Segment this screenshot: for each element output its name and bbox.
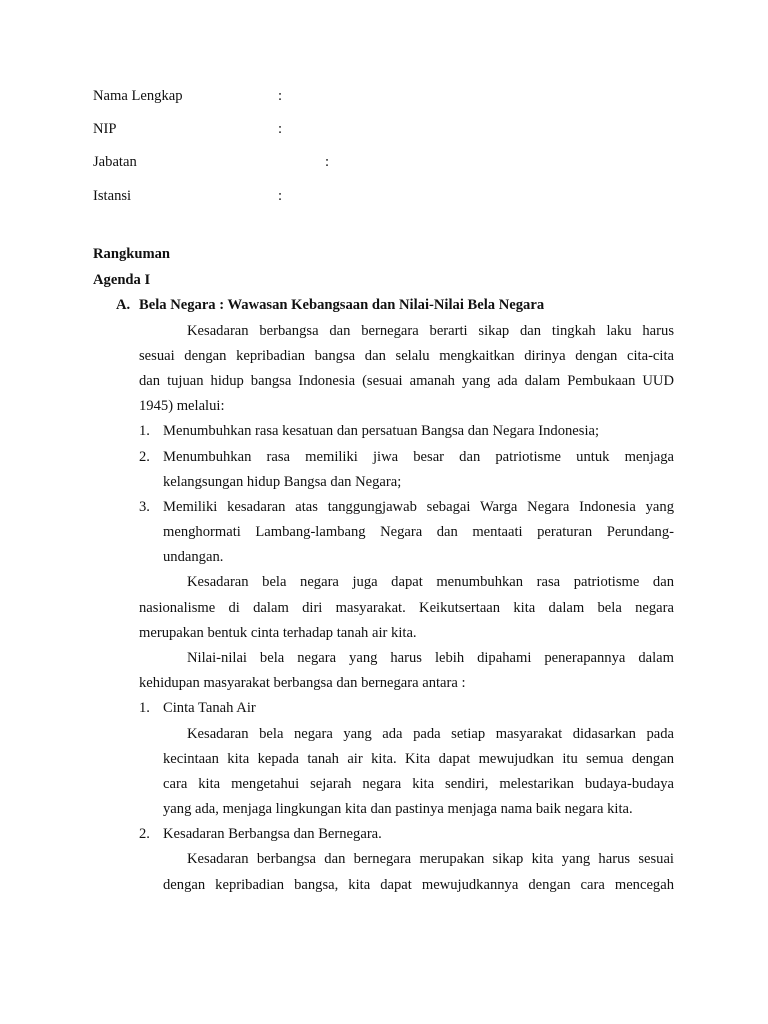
field-label-jabatan: Jabatan xyxy=(93,154,137,170)
paragraph-line: nasionalisme di dalam diri masyarakat. Keikutsertaan kita dalam bela negara xyxy=(139,600,674,616)
list-item-body-line: dengan kepribadian bangsa, kita dapat mewujudkannya dengan cara mencegah xyxy=(163,877,674,893)
agenda-title: Agenda I xyxy=(93,272,151,288)
field-colon-jabatan: : xyxy=(325,154,330,170)
field-colon-nip: : xyxy=(278,121,283,137)
list-item-body-line: Kesadaran berbangsa dan bernegara merupakan sikap kita yang harus sesuai xyxy=(187,851,674,867)
list-item: Menumbuhkan rasa memiliki jiwa besar dan patriotisme untuk menjaga xyxy=(163,449,674,465)
paragraph-line: Kesadaran bela negara juga dapat menumbuhkan rasa patriotisme dan xyxy=(187,574,674,590)
intro-line: Kesadaran berbangsa dan bernegara berarti sikap dan tingkah laku harus xyxy=(187,323,674,339)
summary-title: Rangkuman xyxy=(93,246,171,262)
list-item-body-line: yang ada, menjaga lingkungan kita dan pastinya menjaga nama baik negara kita. xyxy=(163,801,633,817)
list-item-body-line: Kesadaran bela negara yang ada pada setiap masyarakat didasarkan pada xyxy=(187,726,674,742)
paragraph-line: merupakan bentuk cinta terhadap tanah air kita. xyxy=(139,625,417,641)
list-item-body-line: kecintaan kita kepada tanah air kita. Kita dapat mewujudkan itu semua dengan xyxy=(163,751,674,767)
list-item-title: Cinta Tanah Air xyxy=(163,700,256,716)
list-item-title: Kesadaran Berbangsa dan Bernegara. xyxy=(163,826,382,842)
list-item-number: 2. xyxy=(139,826,150,842)
paragraph-line: Nilai-nilai bela negara yang harus lebih dipahami penerapannya dalam xyxy=(187,650,674,666)
intro-line: 1945) melalui: xyxy=(139,398,225,414)
list-item-number: 2. xyxy=(139,449,150,465)
field-label-nama-lengkap: Nama Lengkap xyxy=(93,88,183,104)
intro-line: dan tujuan hidup bangsa Indonesia (sesuai amanah yang ada dalam Pembukaan UUD xyxy=(139,373,674,389)
section-marker: A. xyxy=(116,297,131,313)
list-item-number: 1. xyxy=(139,700,150,716)
list-item-number: 1. xyxy=(139,423,150,439)
paragraph-line: kehidupan masyarakat berbangsa dan bernegara antara : xyxy=(139,675,466,691)
list-item: menghormati Lambang-lambang Negara dan mentaati peraturan Perundang- xyxy=(163,524,674,540)
field-label-nip: NIP xyxy=(93,121,117,137)
field-label-istansi: Istansi xyxy=(93,188,132,204)
field-colon-nama-lengkap: : xyxy=(278,88,283,104)
list-item: undangan. xyxy=(163,549,224,565)
list-item: kelangsungan hidup Bangsa dan Negara; xyxy=(163,474,402,490)
intro-line: sesuai dengan kepribadian bangsa dan selalu mengkaitkan dirinya dengan cita-cita xyxy=(139,348,674,364)
list-item: Memiliki kesadaran atas tanggungjawab sebagai Warga Negara Indonesia yang xyxy=(163,499,674,515)
section-title: Bela Negara : Wawasan Kebangsaan dan Nilai-Nilai Bela Negara xyxy=(139,297,545,313)
list-item: Menumbuhkan rasa kesatuan dan persatuan Bangsa dan Negara Indonesia; xyxy=(163,423,600,439)
field-colon-istansi: : xyxy=(278,188,283,204)
list-item-number: 3. xyxy=(139,499,150,515)
list-item-body-line: cara kita mengetahui sejarah negara kita sendiri, melestarikan budaya-budaya xyxy=(163,776,674,792)
